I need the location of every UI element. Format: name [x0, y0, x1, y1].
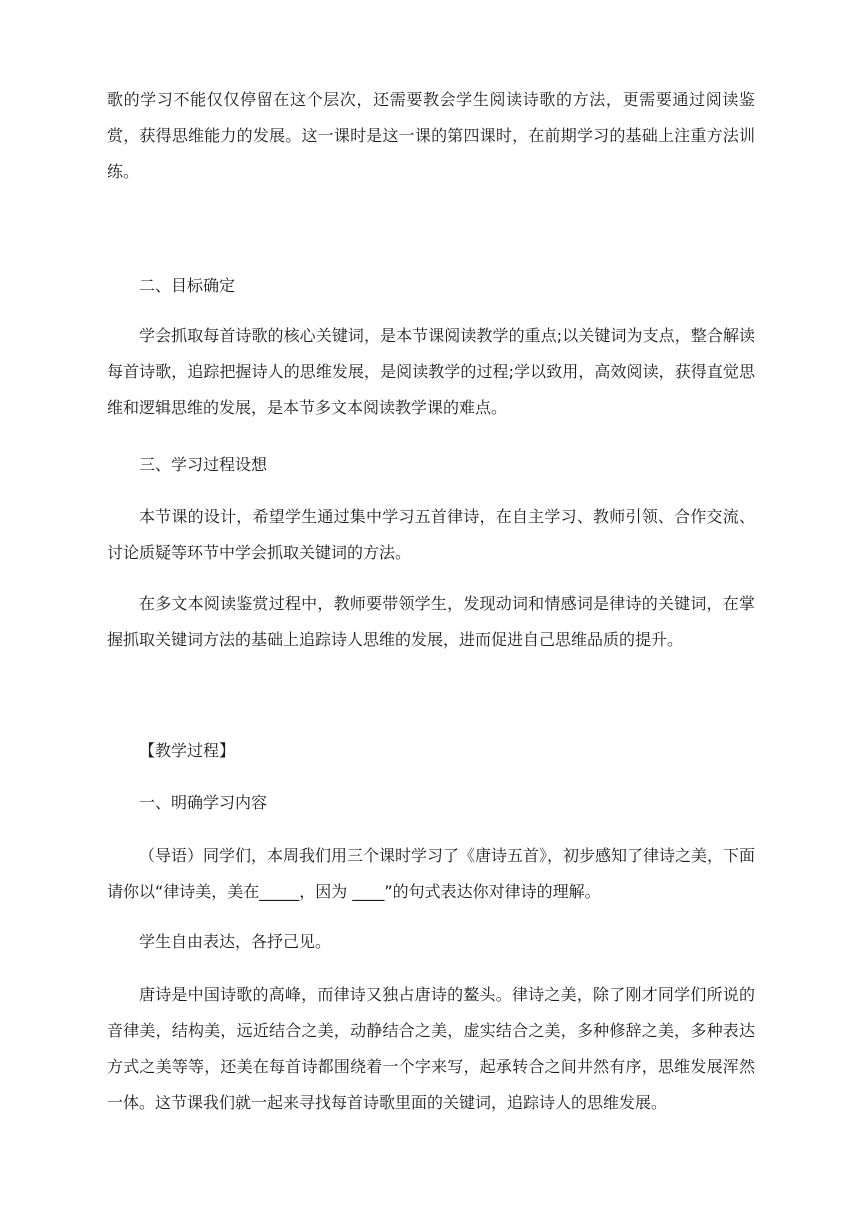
paragraph-intro-lead: （导语）同学们，本周我们用三个课时学习了《唐诗五首》，初步感知了律诗之美，下面请你以“律诗美，美在_____，因为 ____”的句式表达你对律诗的理解。: [107, 846, 756, 901]
paragraph-reading-method: 在多文本阅读鉴赏过程中，教师要带领学生，发现动词和情感词是律诗的关键词，在掌握抓取关键词方法的基础上追踪诗人思维的发展，进而促进自己思维品质的提升。: [107, 594, 755, 649]
section-heading-process-plan: 三、学习过程设想: [139, 455, 268, 474]
section-heading-learning-content: 一、明确学习内容: [139, 793, 268, 812]
paragraph-student-expression: 学生自由表达，各抒己见。: [139, 932, 332, 951]
paragraph-process-plan: 本节课的设计，希望学生通过集中学习五首律诗，在自主学习、教师引领、合作交流、讨论质疑等环节中学会抓取关键词的方法。: [107, 507, 755, 562]
paragraph-goals: 学会抓取每首诗歌的核心关键词，是本节课阅读教学的重点;以关键词为支点，整合解读每首诗歌，追踪把握诗人的思维发展，是阅读教学的过程;学以致用，高效阅读，获得直觉思维和逻辑思维的发展，是本节多文本阅读教学课的难点。: [107, 326, 755, 417]
section-heading-goals: 二、目标确定: [139, 276, 236, 295]
paragraph-tang-poetry: 唐诗是中国诗歌的高峰，而律诗又独占唐诗的鳌头。律诗之美，除了刚才同学们所说的音律美，结构美，远近结合之美，动静结合之美，虚实结合之美，多种修辞之美，多种表达方式之美等等，还美在每首诗都围绕着一个字来写，起承转合之间井然有序，思维发展浑然一体。这节课我们就一起来寻找每首诗歌里面的关键词，追踪诗人的思维发展。: [107, 985, 755, 1112]
section-heading-teaching-process: 【教学过程】: [139, 741, 236, 760]
paragraph-continued-intro: 歌的学习不能仅仅停留在这个层次，还需要教会学生阅读诗歌的方法，更需要通过阅读鉴赏，获得思维能力的发展。这一课时是这一课的第四课时，在前期学习的基础上注重方法训练。: [107, 90, 755, 181]
